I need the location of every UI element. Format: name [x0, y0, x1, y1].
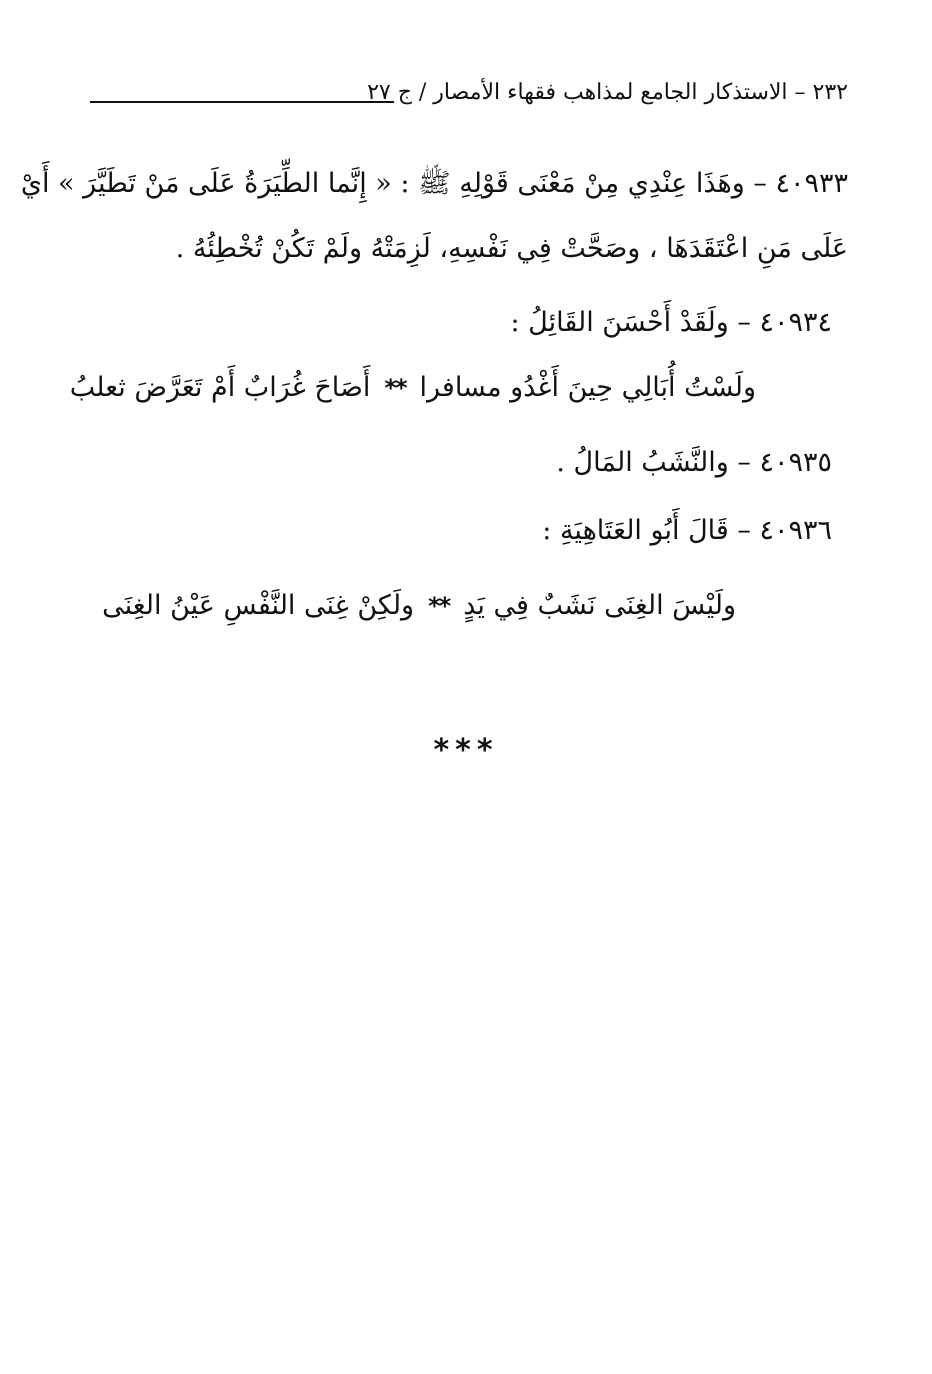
- paragraph-40933-line-2: عَلَى مَنِ اعْتَقَدَهَا ، وصَحَّتْ فِي نَفْسِهِ، لَزِمَتْهُ ولَمْ تَكُنْ تُخْطِئُهُ .: [175, 233, 848, 264]
- verse-2-separator: **: [428, 592, 450, 620]
- paragraph-40935: ٤٠٩٣٥ – والنَّشَبُ المَالُ .: [556, 447, 832, 478]
- verse-1-second-hemistich: أَصَاحَ غُرَابٌ أَمْ تَعَرَّضَ ثعلبُ: [69, 372, 371, 403]
- verse-2-second-hemistich: ولَكِنْ غِنَى النَّفْسِ عَيْنُ الغِنَى: [102, 590, 415, 621]
- verse-1-separator: **: [384, 374, 406, 402]
- header-rule: [90, 101, 394, 103]
- verse-1: [70, 368, 756, 408]
- running-head: ٢٣٢ – الاستذكار الجامع لمذاهب فقهاء الأمصار / ج ٢٧: [367, 80, 848, 105]
- paragraph-40936: ٤٠٩٣٦ – قَالَ أَبُو العَتَاهِيَةِ :: [542, 515, 832, 546]
- paragraph-40934: ٤٠٩٣٤ – ولَقَدْ أَحْسَنَ القَائِلُ :: [510, 307, 832, 338]
- verse-1-first-hemistich: ولَسْتُ أُبَالِي حِينَ أَغْدُو مسافرا: [419, 372, 756, 403]
- verse-2-first-hemistich: ولَيْسَ الغِنَى نَشَبٌ فِي يَدٍ: [463, 590, 736, 621]
- section-end-asterisks: ***: [433, 733, 499, 768]
- paragraph-40933-line-1: ٤٠٩٣٣ – وهَذَا عِنْدِي مِنْ مَعْنَى قَوْلِهِ ﷺ : « إِنَّما الطِّيَرَةُ عَلَى مَنْ تَطَيَّرَ » أَيْ: [20, 168, 848, 199]
- verse-2: [102, 586, 736, 626]
